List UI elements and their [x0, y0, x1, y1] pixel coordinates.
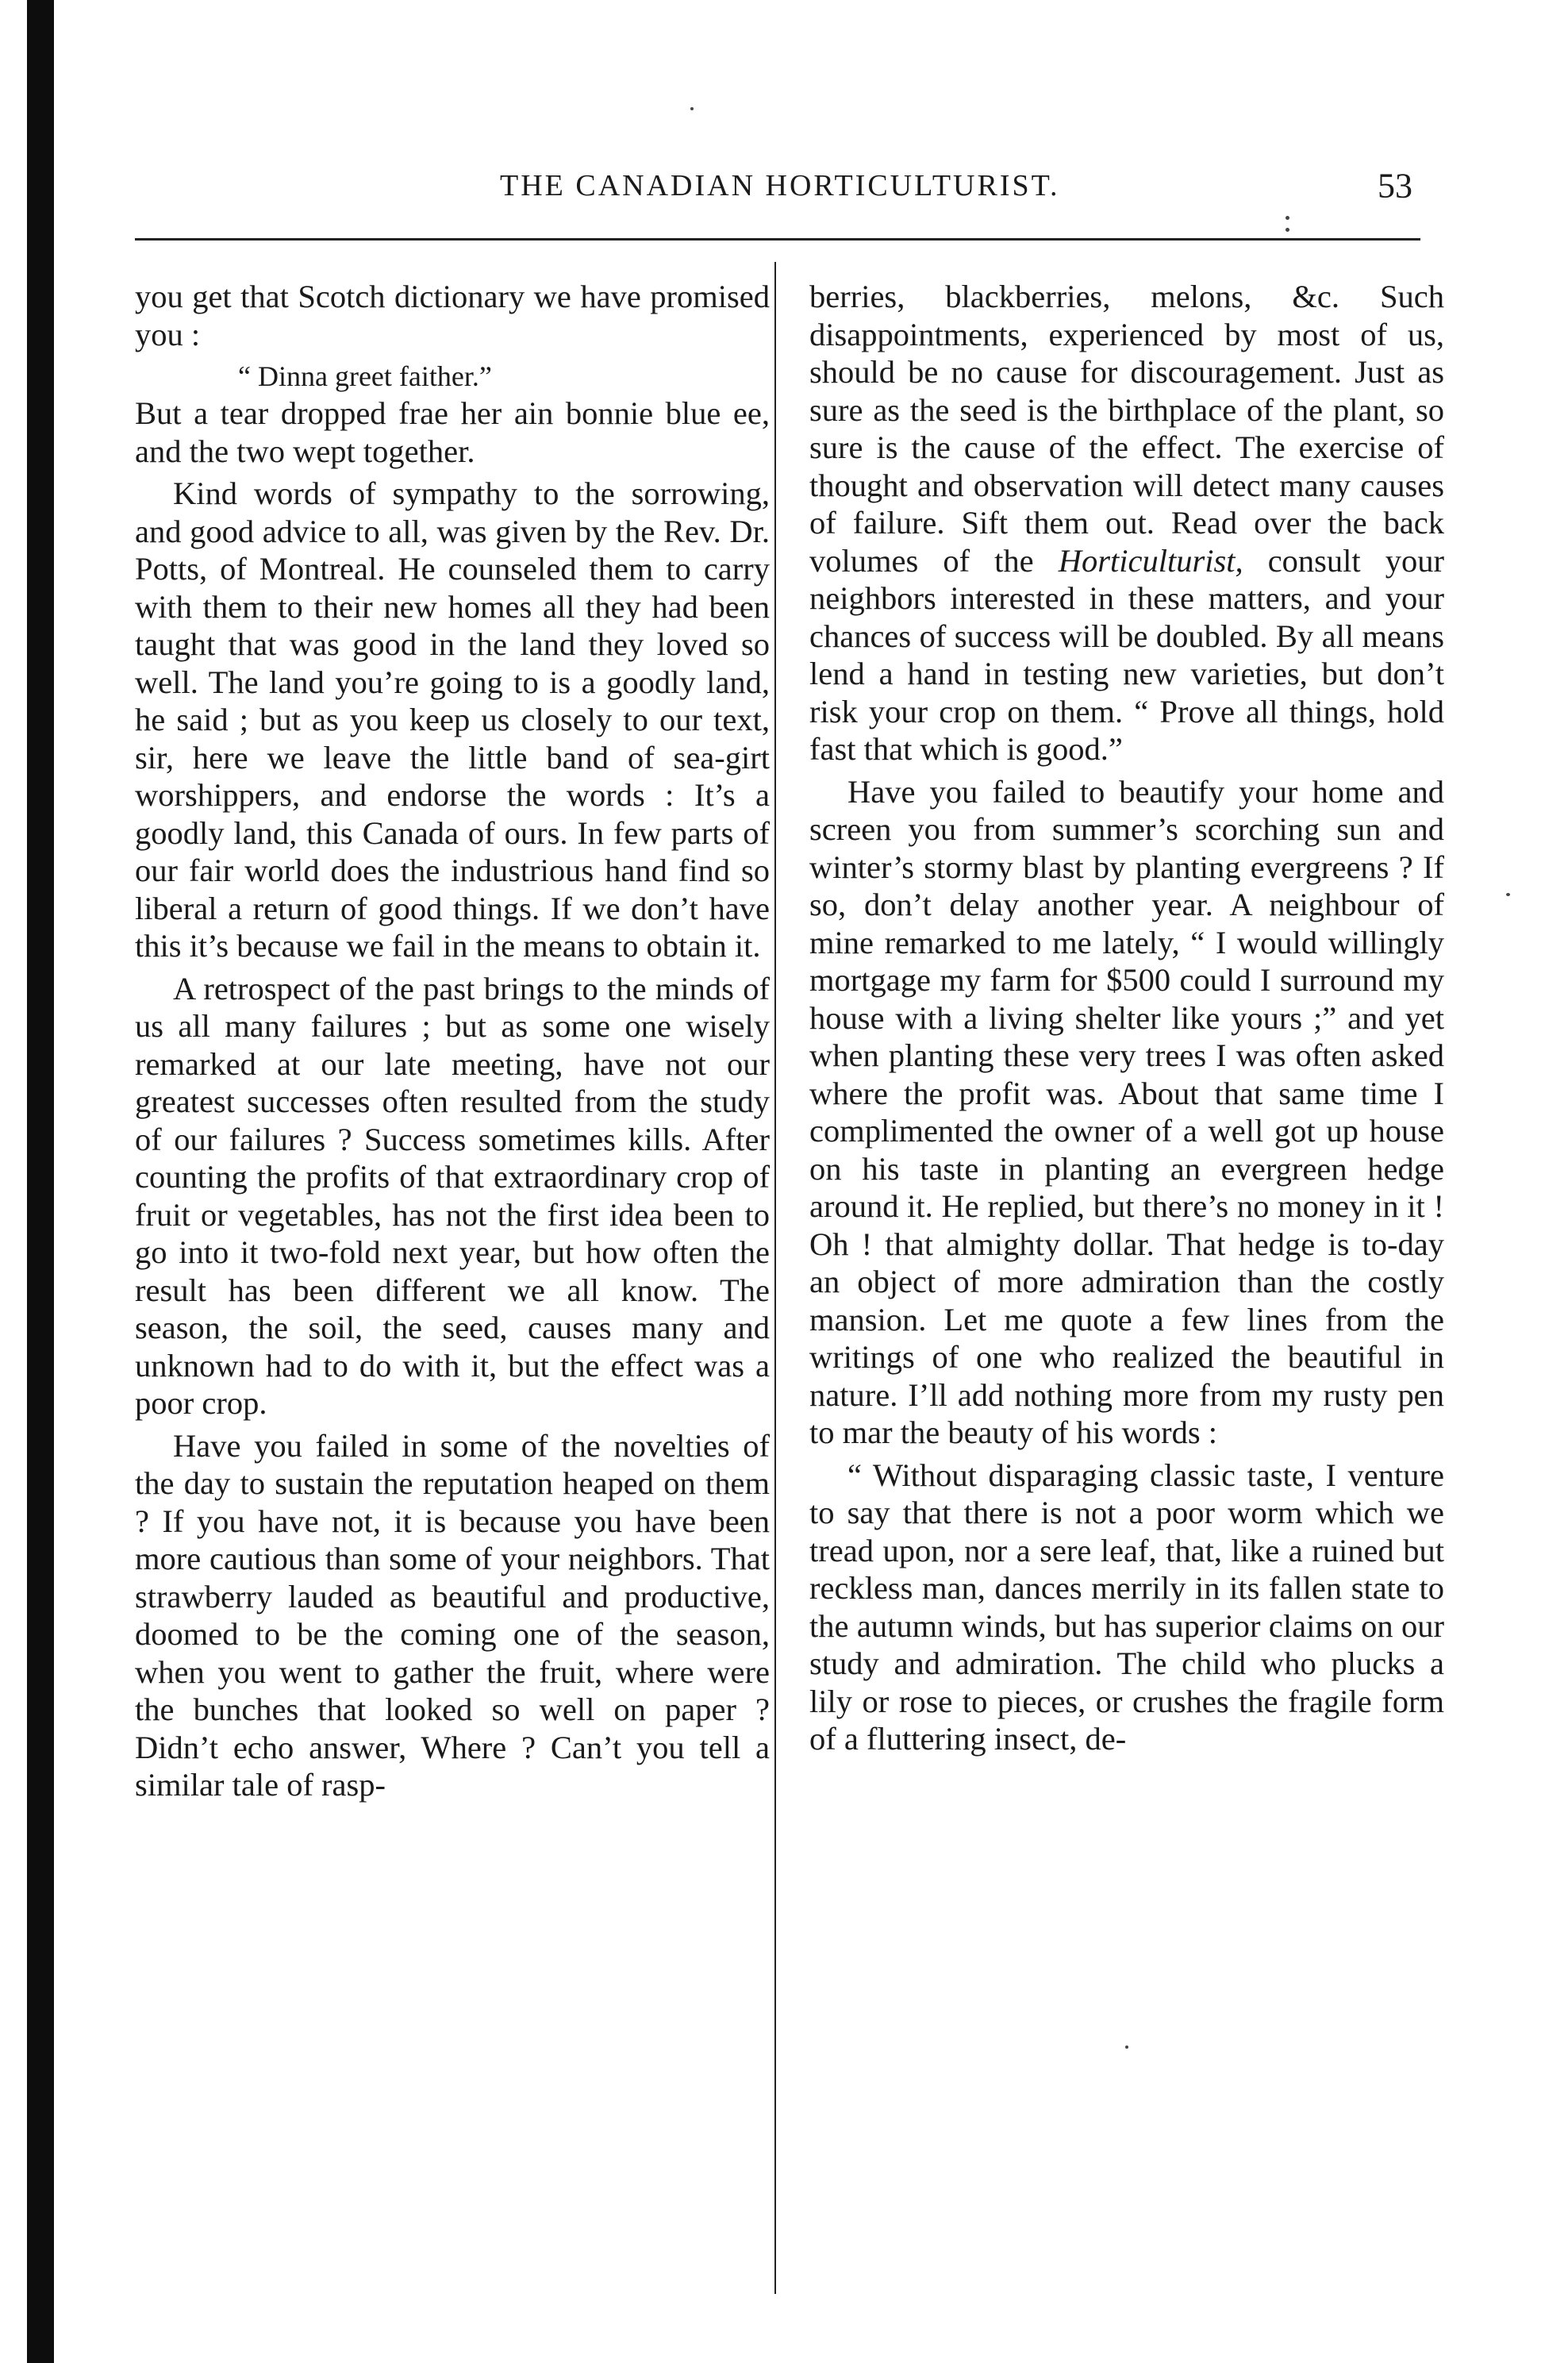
paragraph: Have you failed to beautify your home and screen you from summer’s scorching sun and winter’s stormy blast by planting evergreens ? If so, don’t delay another year. A neighbour of mine remarked to me lately, “ I would willingly mortgage my farm for $500 could I surround my house with a living shelter like yours ;” and yet when planting these very trees I was often asked where the profit was. About that same time I complimented the owner of a well got up house on his taste in planting an evergreen hedge around it. He replied, but there’s no money in it ! Oh ! that almighty dollar. That hedge is to-day an object of more admiration than the costly mansion. Let me quote a few lines from the writings of one who realized the beautiful in nature. I’ll add nothing more from my rusty pen to mar the beauty of his words : [809, 773, 1444, 1450]
scan-speck [1506, 893, 1510, 896]
column-divider [774, 262, 776, 2294]
scan-speck [1286, 228, 1289, 232]
page-number: 53 [1378, 166, 1412, 206]
scan-speck [690, 107, 694, 110]
scan-speck [1286, 216, 1289, 220]
page-header [135, 135, 1420, 206]
page-edge-shadow [27, 0, 54, 2363]
paragraph: “ Without disparaging classic taste, I venture to say that there is not a poor worm which we tread upon, nor a sere leaf, that, like a ruined but reckless man, dances merrily in its fallen state to the autumn winds, but has superior claims on our study and admiration. The child who plucks a lily or rose to pieces, or crushes the fragile form of a fluttering insect, de- [809, 1457, 1444, 1757]
header-rule [135, 238, 1420, 241]
left-column [135, 278, 770, 1809]
paragraph-text: berries, blackberries, melons, &c. Such disappointments, experienced by most of us, should be no cause for discouragement. Just as sure as the seed is the birthplace of the plant, so sure is the cause of the effect. The exercise of thought and observation will detect many causes of failure. Sift them out. Read over the back volumes of the [809, 279, 1444, 579]
right-column [809, 278, 1444, 1763]
paragraph [809, 278, 1444, 768]
paragraph: Have you failed in some of the novelties of the day to sustain the reputation heaped on them ? If you have not, it is because you have been more cautious than some of your neighbors. That strawberry lauded as beautiful and productive, doomed to be the coming one of the season, when you went to gather the fruit, where were the bunches that looked so well on paper ? Didn’t echo answer, Where ? Can’t you tell a similar tale of rasp- [135, 1427, 770, 1803]
running-title: THE CANADIAN HORTICULTURIST. [500, 169, 1060, 202]
scan-speck [1125, 2045, 1128, 2049]
paragraph: Kind words of sympathy to the sorrowing, and good advice to all, was given by the Rev. Dr. Potts, of Montreal. He counseled them to carry with them to their new homes all they had been taught that was good in the land they loved so well. The land you’re going to is a goodly land, he said ; but as you keep us closely to our text, sir, here we leave the little band of sea-girt worshippers, and endorse the words : It’s a goodly land, this Canada of ours. In few parts of our fair world does the industrious hand find so liberal a return of good things. If we don’t have this it’s because we fail in the means to obtain it. [135, 475, 770, 964]
paragraph: But a tear dropped frae her ain bonnie blue ee, and the two wept together. [135, 395, 770, 469]
publication-title: Horticulturist, [1058, 542, 1243, 579]
paragraph: A retrospect of the past brings to the minds of us all many failures ; but as some one wisely remarked at our late meeting, have not our greatest successes often resulted from the study of our failures ? Success sometimes kills. After counting the profits of that extraordinary crop of fruit or vegetables, has not the first idea been to go into it two-fold next year, but how often the result has been different we all know. The season, the soil, the seed, causes many and unknown had to do with it, but the effect was a poor crop. [135, 970, 770, 1421]
paragraph: you get that Scotch dictionary we have promised you : [135, 279, 770, 352]
quotation: “ Dinna greet faither.” [238, 360, 492, 392]
paragraph-text: consult your neighbors interested in these matters, and your chances of success will be doubled. By all means lend a hand in testing new varieties, but don’t risk your crop on them. “ Prove all things, hold fast that which is good.” [809, 542, 1444, 767]
